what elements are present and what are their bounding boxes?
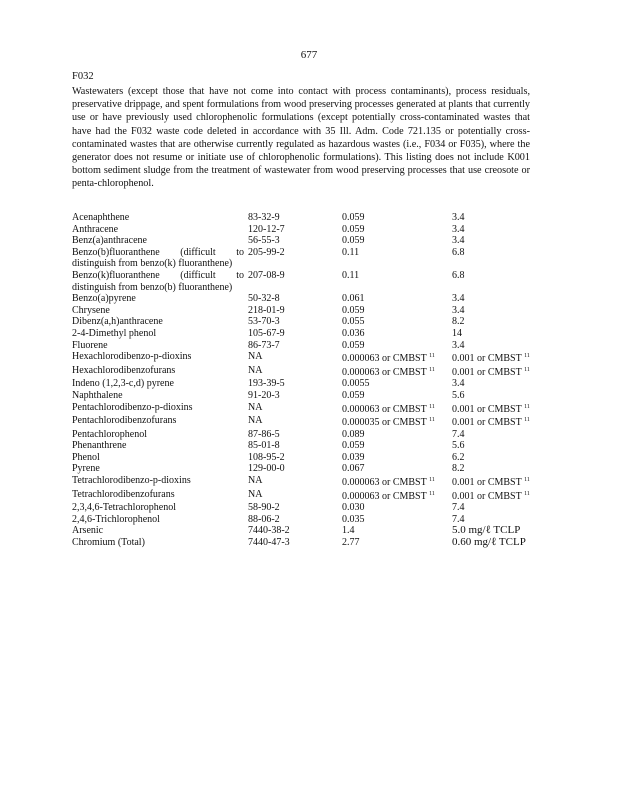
nonwastewater-value: 5.6: [452, 389, 465, 401]
waste-description: Wastewaters (except those that have not come into contact with process contaminants), process residuals, preservative drippage, and spent formulations from wood preserving processes generated at plants that currently use or have previously used chlorophenolic formulations (except potentially cross-contaminated wastes that have had the F032 waste code deleted in accordance with 35 Ill. Adm. Code 721.135 or potentially cross-contaminated wastes that are otherwise currently regulated as hazardous wastes (i.e., F034 or F035), where the generator does not resume or initiate use of chlorophenolic formulations). This listing does not include K001 bottom sediment sludge from the treatment of wastewater from wood preserving processes that use creosote or penta-chlorophenol.: [72, 86, 530, 190]
wastewater-value: 0.11: [342, 246, 360, 258]
wastewater-value: 0.000063 or CMBST: [342, 403, 427, 415]
constituent-name: Phenol: [72, 451, 100, 463]
wastewater-value: 0.059: [342, 235, 365, 247]
wastewater-value: 0.000063 or CMBST: [342, 490, 427, 502]
wastewater-value: 0.059: [342, 212, 365, 223]
footnote-marker: 11: [524, 366, 530, 373]
wastewater-value: 0.059: [342, 339, 365, 351]
nonwastewater-value: 5.0 mg/ℓ TCLP: [452, 524, 521, 537]
wastewater-standard: [342, 429, 452, 441]
wastewater-standard: [342, 328, 452, 340]
wastewater-value: 0.059: [342, 304, 365, 316]
nonwastewater-value: 3.4: [452, 212, 465, 223]
nonwastewater-standard: [452, 293, 552, 305]
nonwastewater-value: 7.4: [452, 513, 465, 525]
wastewater-value: 0.067: [342, 463, 365, 475]
table-row: [72, 402, 552, 416]
constituent-name: Dibenz(a,h)anthracene: [72, 316, 163, 328]
table-row: [72, 502, 552, 514]
constituent-name: Benzo(a)pyrene: [72, 293, 136, 305]
nonwastewater-value: 3.4: [452, 235, 465, 247]
nonwastewater-standard: [452, 390, 552, 402]
footnote-marker: 11: [524, 417, 530, 424]
nonwastewater-standard: [452, 429, 552, 441]
table-row: [72, 475, 552, 489]
table-row: [72, 489, 552, 503]
wastewater-standard: [342, 463, 452, 475]
waste-code: F032: [72, 71, 94, 82]
wastewater-standard: [342, 475, 452, 489]
table-row: [72, 351, 552, 365]
wastewater-standard: [342, 235, 452, 247]
wastewater-standard: [342, 514, 452, 526]
constituent-name: Benzo(k)fluoranthene (difficult to distinguish from benzo(b) fluoranthene): [72, 269, 244, 293]
nonwastewater-standard: [452, 537, 552, 549]
cas-number: 86-73-7: [248, 339, 280, 351]
constituent-name: Anthracene: [72, 223, 119, 235]
footnote-marker: 11: [524, 490, 530, 497]
cas-number: 218-01-9: [248, 304, 285, 316]
constituent-name: Naphthalene: [72, 389, 123, 401]
wastewater-standard: [342, 402, 452, 416]
wastewater-standard: [342, 340, 452, 352]
nonwastewater-value: 0.001 or CMBST: [452, 366, 522, 378]
wastewater-value: 0.061: [342, 293, 365, 305]
nonwastewater-value: 6.8: [452, 269, 465, 281]
nonwastewater-value: 3.4: [452, 378, 465, 390]
constituent-name: Chromium (Total): [72, 537, 145, 549]
wastewater-value: 0.059: [342, 440, 365, 452]
nonwastewater-standard: [452, 489, 552, 503]
wastewater-standard: [342, 351, 452, 365]
wastewater-value: 1.4: [342, 525, 355, 537]
nonwastewater-standard: [452, 378, 552, 390]
footnote-marker: 11: [429, 366, 435, 373]
constituent-name: Benz(a)anthracene: [72, 235, 147, 247]
wastewater-standard: [342, 415, 452, 429]
footnote-marker: 11: [429, 417, 435, 424]
table-row: [72, 463, 552, 475]
wastewater-standard: [342, 224, 452, 236]
wastewater-standard: [342, 270, 452, 293]
wastewater-standard: [342, 212, 452, 224]
wastewater-value: 0.039: [342, 451, 365, 463]
cas-number: 56-55-3: [248, 235, 280, 247]
wastewater-standard: [342, 489, 452, 503]
cas-number: 7440-47-3: [248, 537, 290, 549]
cas-number: 207-08-9: [248, 269, 285, 281]
footnote-marker: 11: [429, 353, 435, 360]
footnote-marker: 11: [524, 477, 530, 484]
nonwastewater-value: 0.001 or CMBST: [452, 490, 522, 502]
cas-number: NA: [248, 401, 263, 413]
nonwastewater-value: 6.8: [452, 246, 465, 258]
constituent-name: 2-4-Dimethyl phenol: [72, 327, 157, 339]
nonwastewater-value: 0.001 or CMBST: [452, 417, 522, 429]
constituent-name: Hexachlorodibenzofurans: [72, 364, 176, 376]
table-row: [72, 429, 552, 441]
cas-number: 87-86-5: [248, 428, 280, 440]
nonwastewater-standard: [452, 224, 552, 236]
nonwastewater-standard: [452, 212, 552, 224]
wastewater-standard: [342, 537, 452, 549]
cas-number: 193-39-5: [248, 378, 285, 390]
cas-number: 105-67-9: [248, 327, 285, 339]
cas-number: 108-95-2: [248, 451, 285, 463]
constituent-name: Pentachlorophenol: [72, 428, 147, 440]
nonwastewater-value: 0.001 or CMBST: [452, 403, 522, 415]
cas-number: 7440-38-2: [248, 525, 290, 537]
constituent-name: Tetrachlorodibenzofurans: [72, 488, 175, 500]
cas-number: 120-12-7: [248, 223, 285, 235]
cas-number: 85-01-8: [248, 440, 280, 452]
table-row: [72, 212, 552, 224]
wastewater-standard: [342, 502, 452, 514]
wastewater-standard: [342, 525, 452, 537]
nonwastewater-value: 0.60 mg/ℓ TCLP: [452, 536, 526, 549]
table-row: [72, 378, 552, 390]
table-row: [72, 305, 552, 317]
cas-number: 83-32-9: [248, 212, 280, 223]
table-row: [72, 235, 552, 247]
nonwastewater-standard: [452, 502, 552, 514]
wastewater-standard: [342, 390, 452, 402]
wastewater-value: 0.030: [342, 502, 365, 514]
wastewater-value: 0.000063 or CMBST: [342, 366, 427, 378]
constituent-name: 2,4,6-Trichlorophenol: [72, 513, 160, 525]
nonwastewater-value: 8.2: [452, 463, 465, 475]
constituent-name: Hexachlorodibenzo-p-dioxins: [72, 351, 192, 363]
wastewater-standard: [342, 293, 452, 305]
wastewater-standard: [342, 452, 452, 464]
nonwastewater-value: 3.4: [452, 339, 465, 351]
page-number: 677: [300, 49, 318, 61]
nonwastewater-standard: [452, 402, 552, 416]
constituent-name: Benzo(b)fluoranthene (difficult to distinguish from benzo(k) fluoranthene): [72, 246, 244, 270]
nonwastewater-value: 0.001 or CMBST: [452, 477, 522, 489]
wastewater-value: 0.000063 or CMBST: [342, 353, 427, 365]
nonwastewater-standard: [452, 475, 552, 489]
nonwastewater-standard: [452, 247, 552, 270]
nonwastewater-standard: [452, 415, 552, 429]
table-row: [72, 224, 552, 236]
cas-number: 129-00-0: [248, 463, 285, 475]
footnote-marker: 11: [429, 403, 435, 410]
constituent-name: Pentachlorodibenzo-p-dioxins: [72, 401, 193, 413]
wastewater-standard: [342, 316, 452, 328]
footnote-marker: 11: [429, 477, 435, 484]
table-row: [72, 270, 552, 293]
wastewater-standard: [342, 305, 452, 317]
nonwastewater-standard: [452, 463, 552, 475]
wastewater-value: 0.000063 or CMBST: [342, 477, 427, 489]
nonwastewater-standard: [452, 365, 552, 379]
constituent-name: 2,3,4,6-Tetrachlorophenol: [72, 502, 176, 514]
constituent-name: Pentachlorodibenzofurans: [72, 415, 177, 427]
footnote-marker: 11: [524, 353, 530, 360]
table-row: [72, 247, 552, 270]
cas-number: NA: [248, 475, 263, 487]
nonwastewater-standard: [452, 235, 552, 247]
constituent-name: Pyrene: [72, 463, 100, 475]
table-row: [72, 452, 552, 464]
cas-number: 58-90-2: [248, 502, 280, 514]
wastewater-value: 0.036: [342, 327, 365, 339]
nonwastewater-value: 7.4: [452, 502, 465, 514]
nonwastewater-value: 5.6: [452, 440, 465, 452]
wastewater-value: 0.089: [342, 428, 365, 440]
table-row: [72, 328, 552, 340]
nonwastewater-standard: [452, 270, 552, 293]
table-row: [72, 537, 552, 549]
table-row: [72, 340, 552, 352]
constituent-name: Fluorene: [72, 339, 108, 351]
cas-number: 50-32-8: [248, 293, 280, 305]
wastewater-value: 0.059: [342, 389, 365, 401]
constituent-name: Acenaphthene: [72, 212, 130, 223]
wastewater-standard: [342, 440, 452, 452]
nonwastewater-standard: [452, 305, 552, 317]
constituent-name: Chrysene: [72, 304, 110, 316]
constituent-name: Arsenic: [72, 525, 104, 537]
table-row: [72, 316, 552, 328]
wastewater-standard: [342, 247, 452, 270]
cas-number: 88-06-2: [248, 513, 280, 525]
cas-number: NA: [248, 415, 263, 427]
cas-number: 53-70-3: [248, 316, 280, 328]
constituent-name: Phenanthrene: [72, 440, 127, 452]
nonwastewater-standard: [452, 440, 552, 452]
cas-number: NA: [248, 488, 263, 500]
wastewater-value: 0.035: [342, 513, 365, 525]
table-row: [72, 365, 552, 379]
constituent-name: Tetrachlorodibenzo-p-dioxins: [72, 475, 191, 487]
nonwastewater-value: 14: [452, 327, 462, 339]
nonwastewater-standard: [452, 328, 552, 340]
cas-number: 205-99-2: [248, 246, 285, 258]
wastewater-value: 0.11: [342, 269, 360, 281]
cas-number: NA: [248, 351, 263, 363]
nonwastewater-value: 3.4: [452, 223, 465, 235]
table-row: [72, 293, 552, 305]
table-row: [72, 415, 552, 429]
nonwastewater-standard: [452, 340, 552, 352]
nonwastewater-standard: [452, 452, 552, 464]
nonwastewater-value: 3.4: [452, 293, 465, 305]
constituent-name: Indeno (1,2,3-c,d) pyrene: [72, 378, 174, 390]
table-row: [72, 390, 552, 402]
wastewater-value: 0.055: [342, 316, 365, 328]
footnote-marker: 11: [429, 490, 435, 497]
constituents-table: [72, 212, 552, 549]
table-row: [72, 440, 552, 452]
wastewater-standard: [342, 365, 452, 379]
footnote-marker: 11: [524, 403, 530, 410]
nonwastewater-value: 3.4: [452, 304, 465, 316]
nonwastewater-standard: [452, 316, 552, 328]
nonwastewater-value: 0.001 or CMBST: [452, 353, 522, 365]
nonwastewater-value: 8.2: [452, 316, 465, 328]
nonwastewater-value: 7.4: [452, 428, 465, 440]
wastewater-standard: [342, 378, 452, 390]
nonwastewater-value: 6.2: [452, 451, 465, 463]
wastewater-value: 2.77: [342, 537, 360, 549]
wastewater-value: 0.059: [342, 223, 365, 235]
wastewater-value: 0.000035 or CMBST: [342, 417, 427, 429]
nonwastewater-standard: [452, 351, 552, 365]
cas-number: 91-20-3: [248, 389, 280, 401]
wastewater-value: 0.0055: [342, 378, 370, 390]
cas-number: NA: [248, 364, 263, 376]
